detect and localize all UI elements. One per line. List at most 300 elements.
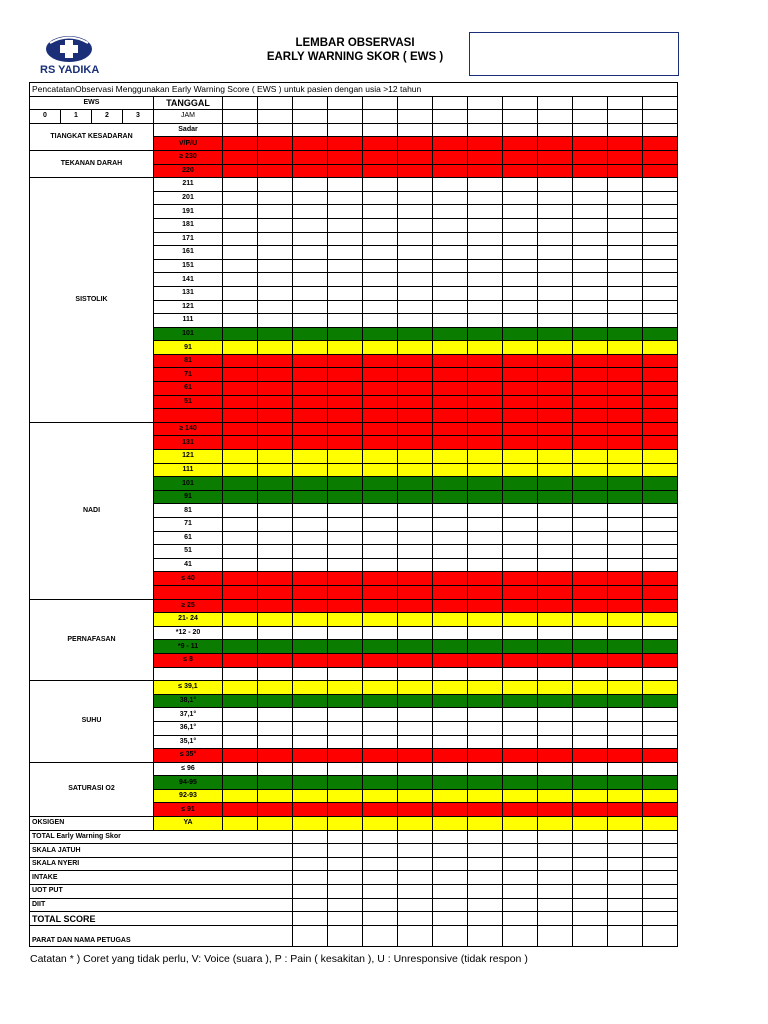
data-cell[interactable]	[363, 626, 398, 640]
data-cell[interactable]	[433, 450, 468, 464]
data-cell[interactable]	[608, 817, 643, 831]
data-cell[interactable]	[293, 178, 328, 192]
data-cell[interactable]	[293, 436, 328, 450]
data-cell[interactable]	[643, 164, 678, 178]
data-cell[interactable]	[398, 218, 433, 232]
data-cell[interactable]	[538, 286, 573, 300]
data-cell[interactable]	[328, 382, 363, 396]
data-cell[interactable]	[398, 708, 433, 722]
data-cell[interactable]	[363, 354, 398, 368]
data-cell[interactable]	[293, 150, 328, 164]
data-cell[interactable]	[573, 912, 608, 926]
data-cell[interactable]	[503, 178, 538, 192]
data-cell[interactable]	[258, 422, 293, 436]
data-cell[interactable]	[433, 694, 468, 708]
data-cell[interactable]	[363, 477, 398, 491]
data-cell[interactable]	[328, 110, 363, 124]
data-cell[interactable]	[363, 490, 398, 504]
data-cell[interactable]	[223, 477, 258, 491]
data-cell[interactable]	[328, 898, 363, 912]
data-cell[interactable]	[293, 626, 328, 640]
data-cell[interactable]	[223, 164, 258, 178]
data-cell[interactable]	[293, 572, 328, 586]
data-cell[interactable]	[398, 898, 433, 912]
data-cell[interactable]	[328, 286, 363, 300]
data-cell[interactable]	[293, 232, 328, 246]
data-cell[interactable]	[538, 776, 573, 790]
data-cell[interactable]	[363, 504, 398, 518]
data-cell[interactable]	[223, 504, 258, 518]
data-cell[interactable]	[643, 422, 678, 436]
data-cell[interactable]	[468, 205, 503, 219]
data-cell[interactable]	[468, 463, 503, 477]
data-cell[interactable]	[503, 762, 538, 776]
data-cell[interactable]	[293, 585, 328, 599]
data-cell[interactable]	[608, 885, 643, 899]
data-cell[interactable]	[328, 721, 363, 735]
data-cell[interactable]	[363, 558, 398, 572]
data-cell[interactable]	[538, 694, 573, 708]
data-cell[interactable]	[573, 110, 608, 124]
data-cell[interactable]	[573, 518, 608, 532]
data-cell[interactable]	[573, 694, 608, 708]
data-cell[interactable]	[573, 395, 608, 409]
data-cell[interactable]	[363, 518, 398, 532]
data-cell[interactable]	[468, 599, 503, 613]
data-cell[interactable]	[433, 830, 468, 844]
data-cell[interactable]	[538, 354, 573, 368]
data-cell[interactable]	[573, 749, 608, 763]
data-cell[interactable]	[538, 749, 573, 763]
data-cell[interactable]	[223, 259, 258, 273]
data-cell[interactable]	[398, 572, 433, 586]
data-cell[interactable]	[573, 314, 608, 328]
data-cell[interactable]	[433, 490, 468, 504]
data-cell[interactable]	[573, 830, 608, 844]
data-cell[interactable]	[223, 382, 258, 396]
data-cell[interactable]	[258, 572, 293, 586]
data-cell[interactable]	[503, 667, 538, 681]
data-cell[interactable]	[503, 164, 538, 178]
data-cell[interactable]	[258, 327, 293, 341]
data-cell[interactable]	[223, 123, 258, 137]
data-cell[interactable]	[643, 857, 678, 871]
data-cell[interactable]	[433, 708, 468, 722]
data-cell[interactable]	[363, 327, 398, 341]
data-cell[interactable]	[223, 150, 258, 164]
data-cell[interactable]	[398, 164, 433, 178]
data-cell[interactable]	[258, 232, 293, 246]
data-cell[interactable]	[293, 354, 328, 368]
data-cell[interactable]	[573, 232, 608, 246]
data-cell[interactable]	[643, 191, 678, 205]
data-cell[interactable]	[433, 776, 468, 790]
data-cell[interactable]	[538, 205, 573, 219]
data-cell[interactable]	[608, 205, 643, 219]
data-cell[interactable]	[608, 178, 643, 192]
data-cell[interactable]	[538, 626, 573, 640]
data-cell[interactable]	[293, 395, 328, 409]
data-cell[interactable]	[538, 721, 573, 735]
data-cell[interactable]	[608, 776, 643, 790]
data-cell[interactable]	[468, 341, 503, 355]
data-cell[interactable]	[363, 409, 398, 423]
data-cell[interactable]	[573, 504, 608, 518]
data-cell[interactable]	[223, 681, 258, 695]
data-cell[interactable]	[503, 218, 538, 232]
data-cell[interactable]	[293, 368, 328, 382]
data-cell[interactable]	[223, 558, 258, 572]
data-cell[interactable]	[468, 504, 503, 518]
data-cell[interactable]	[468, 450, 503, 464]
data-cell[interactable]	[398, 409, 433, 423]
data-cell[interactable]	[293, 382, 328, 396]
data-cell[interactable]	[293, 422, 328, 436]
data-cell[interactable]	[468, 585, 503, 599]
data-cell[interactable]	[223, 762, 258, 776]
data-cell[interactable]	[608, 898, 643, 912]
data-cell[interactable]	[363, 314, 398, 328]
data-cell[interactable]	[538, 844, 573, 858]
data-cell[interactable]	[433, 246, 468, 260]
data-cell[interactable]	[398, 178, 433, 192]
data-cell[interactable]	[433, 395, 468, 409]
data-cell[interactable]	[293, 96, 328, 110]
data-cell[interactable]	[433, 477, 468, 491]
data-cell[interactable]	[643, 817, 678, 831]
data-cell[interactable]	[398, 477, 433, 491]
data-cell[interactable]	[643, 721, 678, 735]
data-cell[interactable]	[398, 232, 433, 246]
data-cell[interactable]	[363, 422, 398, 436]
data-cell[interactable]	[363, 694, 398, 708]
data-cell[interactable]	[258, 259, 293, 273]
data-cell[interactable]	[433, 585, 468, 599]
data-cell[interactable]	[608, 327, 643, 341]
data-cell[interactable]	[293, 925, 328, 946]
data-cell[interactable]	[398, 817, 433, 831]
data-cell[interactable]	[538, 504, 573, 518]
data-cell[interactable]	[643, 830, 678, 844]
data-cell[interactable]	[643, 531, 678, 545]
data-cell[interactable]	[573, 599, 608, 613]
data-cell[interactable]	[433, 817, 468, 831]
data-cell[interactable]	[363, 463, 398, 477]
data-cell[interactable]	[573, 300, 608, 314]
data-cell[interactable]	[258, 246, 293, 260]
data-cell[interactable]	[468, 218, 503, 232]
data-cell[interactable]	[503, 708, 538, 722]
data-cell[interactable]	[363, 681, 398, 695]
data-cell[interactable]	[538, 341, 573, 355]
data-cell[interactable]	[363, 640, 398, 654]
data-cell[interactable]	[573, 382, 608, 396]
data-cell[interactable]	[468, 830, 503, 844]
data-cell[interactable]	[363, 137, 398, 151]
data-cell[interactable]	[363, 531, 398, 545]
data-cell[interactable]	[538, 178, 573, 192]
data-cell[interactable]	[643, 681, 678, 695]
data-cell[interactable]	[363, 789, 398, 803]
data-cell[interactable]	[608, 150, 643, 164]
data-cell[interactable]	[538, 640, 573, 654]
data-cell[interactable]	[293, 885, 328, 899]
data-cell[interactable]	[363, 259, 398, 273]
data-cell[interactable]	[503, 898, 538, 912]
data-cell[interactable]	[608, 749, 643, 763]
data-cell[interactable]	[468, 640, 503, 654]
data-cell[interactable]	[223, 232, 258, 246]
data-cell[interactable]	[293, 518, 328, 532]
data-cell[interactable]	[223, 817, 258, 831]
data-cell[interactable]	[433, 286, 468, 300]
data-cell[interactable]	[538, 708, 573, 722]
data-cell[interactable]	[503, 409, 538, 423]
data-cell[interactable]	[328, 232, 363, 246]
data-cell[interactable]	[363, 830, 398, 844]
data-cell[interactable]	[538, 830, 573, 844]
data-cell[interactable]	[258, 150, 293, 164]
data-cell[interactable]	[328, 164, 363, 178]
data-cell[interactable]	[363, 300, 398, 314]
data-cell[interactable]	[538, 463, 573, 477]
data-cell[interactable]	[503, 803, 538, 817]
data-cell[interactable]	[293, 531, 328, 545]
data-cell[interactable]	[293, 653, 328, 667]
data-cell[interactable]	[538, 490, 573, 504]
data-cell[interactable]	[503, 626, 538, 640]
data-cell[interactable]	[468, 477, 503, 491]
data-cell[interactable]	[363, 436, 398, 450]
data-cell[interactable]	[643, 749, 678, 763]
data-cell[interactable]	[398, 640, 433, 654]
data-cell[interactable]	[398, 450, 433, 464]
data-cell[interactable]	[643, 395, 678, 409]
data-cell[interactable]	[223, 545, 258, 559]
data-cell[interactable]	[363, 395, 398, 409]
data-cell[interactable]	[223, 286, 258, 300]
data-cell[interactable]	[258, 300, 293, 314]
data-cell[interactable]	[538, 164, 573, 178]
data-cell[interactable]	[258, 137, 293, 151]
data-cell[interactable]	[538, 137, 573, 151]
data-cell[interactable]	[363, 844, 398, 858]
data-cell[interactable]	[608, 613, 643, 627]
data-cell[interactable]	[363, 110, 398, 124]
data-cell[interactable]	[538, 477, 573, 491]
data-cell[interactable]	[538, 531, 573, 545]
data-cell[interactable]	[608, 925, 643, 946]
data-cell[interactable]	[363, 871, 398, 885]
data-cell[interactable]	[433, 504, 468, 518]
data-cell[interactable]	[433, 300, 468, 314]
data-cell[interactable]	[293, 205, 328, 219]
data-cell[interactable]	[223, 490, 258, 504]
data-cell[interactable]	[293, 300, 328, 314]
data-cell[interactable]	[468, 762, 503, 776]
data-cell[interactable]	[503, 246, 538, 260]
data-cell[interactable]	[398, 844, 433, 858]
data-cell[interactable]	[573, 150, 608, 164]
data-cell[interactable]	[503, 300, 538, 314]
data-cell[interactable]	[433, 137, 468, 151]
data-cell[interactable]	[258, 558, 293, 572]
data-cell[interactable]	[398, 150, 433, 164]
data-cell[interactable]	[468, 96, 503, 110]
data-cell[interactable]	[573, 205, 608, 219]
data-cell[interactable]	[223, 518, 258, 532]
data-cell[interactable]	[433, 259, 468, 273]
data-cell[interactable]	[503, 382, 538, 396]
data-cell[interactable]	[363, 450, 398, 464]
data-cell[interactable]	[608, 844, 643, 858]
data-cell[interactable]	[608, 653, 643, 667]
data-cell[interactable]	[398, 803, 433, 817]
data-cell[interactable]	[538, 558, 573, 572]
data-cell[interactable]	[468, 789, 503, 803]
data-cell[interactable]	[538, 545, 573, 559]
data-cell[interactable]	[608, 218, 643, 232]
data-cell[interactable]	[398, 830, 433, 844]
data-cell[interactable]	[433, 409, 468, 423]
data-cell[interactable]	[223, 341, 258, 355]
data-cell[interactable]	[538, 857, 573, 871]
data-cell[interactable]	[293, 246, 328, 260]
data-cell[interactable]	[573, 463, 608, 477]
data-cell[interactable]	[608, 382, 643, 396]
data-cell[interactable]	[608, 409, 643, 423]
data-cell[interactable]	[433, 599, 468, 613]
data-cell[interactable]	[573, 844, 608, 858]
data-cell[interactable]	[433, 191, 468, 205]
data-cell[interactable]	[258, 585, 293, 599]
data-cell[interactable]	[433, 354, 468, 368]
data-cell[interactable]	[293, 667, 328, 681]
data-cell[interactable]	[503, 273, 538, 287]
data-cell[interactable]	[293, 613, 328, 627]
data-cell[interactable]	[223, 137, 258, 151]
data-cell[interactable]	[293, 504, 328, 518]
data-cell[interactable]	[398, 273, 433, 287]
data-cell[interactable]	[538, 422, 573, 436]
data-cell[interactable]	[433, 545, 468, 559]
data-cell[interactable]	[328, 708, 363, 722]
data-cell[interactable]	[293, 857, 328, 871]
data-cell[interactable]	[538, 368, 573, 382]
data-cell[interactable]	[503, 110, 538, 124]
data-cell[interactable]	[503, 912, 538, 926]
data-cell[interactable]	[468, 694, 503, 708]
data-cell[interactable]	[468, 232, 503, 246]
data-cell[interactable]	[538, 681, 573, 695]
data-cell[interactable]	[538, 653, 573, 667]
data-cell[interactable]	[258, 613, 293, 627]
data-cell[interactable]	[258, 653, 293, 667]
data-cell[interactable]	[503, 463, 538, 477]
data-cell[interactable]	[573, 667, 608, 681]
data-cell[interactable]	[468, 137, 503, 151]
data-cell[interactable]	[328, 150, 363, 164]
data-cell[interactable]	[643, 354, 678, 368]
data-cell[interactable]	[468, 422, 503, 436]
data-cell[interactable]	[643, 762, 678, 776]
data-cell[interactable]	[223, 218, 258, 232]
data-cell[interactable]	[538, 871, 573, 885]
data-cell[interactable]	[468, 572, 503, 586]
data-cell[interactable]	[608, 803, 643, 817]
data-cell[interactable]	[468, 749, 503, 763]
data-cell[interactable]	[363, 205, 398, 219]
data-cell[interactable]	[433, 925, 468, 946]
data-cell[interactable]	[223, 273, 258, 287]
data-cell[interactable]	[538, 450, 573, 464]
data-cell[interactable]	[398, 96, 433, 110]
data-cell[interactable]	[468, 354, 503, 368]
data-cell[interactable]	[328, 817, 363, 831]
data-cell[interactable]	[608, 531, 643, 545]
data-cell[interactable]	[643, 150, 678, 164]
data-cell[interactable]	[643, 518, 678, 532]
data-cell[interactable]	[258, 123, 293, 137]
data-cell[interactable]	[433, 762, 468, 776]
data-cell[interactable]	[608, 518, 643, 532]
data-cell[interactable]	[643, 667, 678, 681]
data-cell[interactable]	[538, 762, 573, 776]
data-cell[interactable]	[223, 327, 258, 341]
data-cell[interactable]	[433, 368, 468, 382]
data-cell[interactable]	[433, 572, 468, 586]
data-cell[interactable]	[223, 450, 258, 464]
data-cell[interactable]	[398, 123, 433, 137]
data-cell[interactable]	[293, 681, 328, 695]
data-cell[interactable]	[538, 789, 573, 803]
data-cell[interactable]	[258, 518, 293, 532]
data-cell[interactable]	[328, 626, 363, 640]
data-cell[interactable]	[503, 681, 538, 695]
data-cell[interactable]	[398, 735, 433, 749]
data-cell[interactable]	[608, 735, 643, 749]
data-cell[interactable]	[643, 110, 678, 124]
data-cell[interactable]	[643, 844, 678, 858]
data-cell[interactable]	[608, 191, 643, 205]
data-cell[interactable]	[433, 327, 468, 341]
data-cell[interactable]	[538, 518, 573, 532]
data-cell[interactable]	[258, 382, 293, 396]
data-cell[interactable]	[643, 137, 678, 151]
data-cell[interactable]	[643, 314, 678, 328]
data-cell[interactable]	[608, 286, 643, 300]
data-cell[interactable]	[538, 123, 573, 137]
data-cell[interactable]	[643, 327, 678, 341]
data-cell[interactable]	[363, 885, 398, 899]
data-cell[interactable]	[608, 395, 643, 409]
data-cell[interactable]	[293, 450, 328, 464]
data-cell[interactable]	[363, 273, 398, 287]
data-cell[interactable]	[328, 585, 363, 599]
data-cell[interactable]	[293, 912, 328, 926]
data-cell[interactable]	[608, 830, 643, 844]
data-cell[interactable]	[608, 137, 643, 151]
data-cell[interactable]	[503, 694, 538, 708]
data-cell[interactable]	[328, 259, 363, 273]
data-cell[interactable]	[293, 898, 328, 912]
data-cell[interactable]	[398, 246, 433, 260]
data-cell[interactable]	[363, 382, 398, 396]
data-cell[interactable]	[398, 694, 433, 708]
data-cell[interactable]	[363, 735, 398, 749]
data-cell[interactable]	[293, 327, 328, 341]
data-cell[interactable]	[258, 721, 293, 735]
